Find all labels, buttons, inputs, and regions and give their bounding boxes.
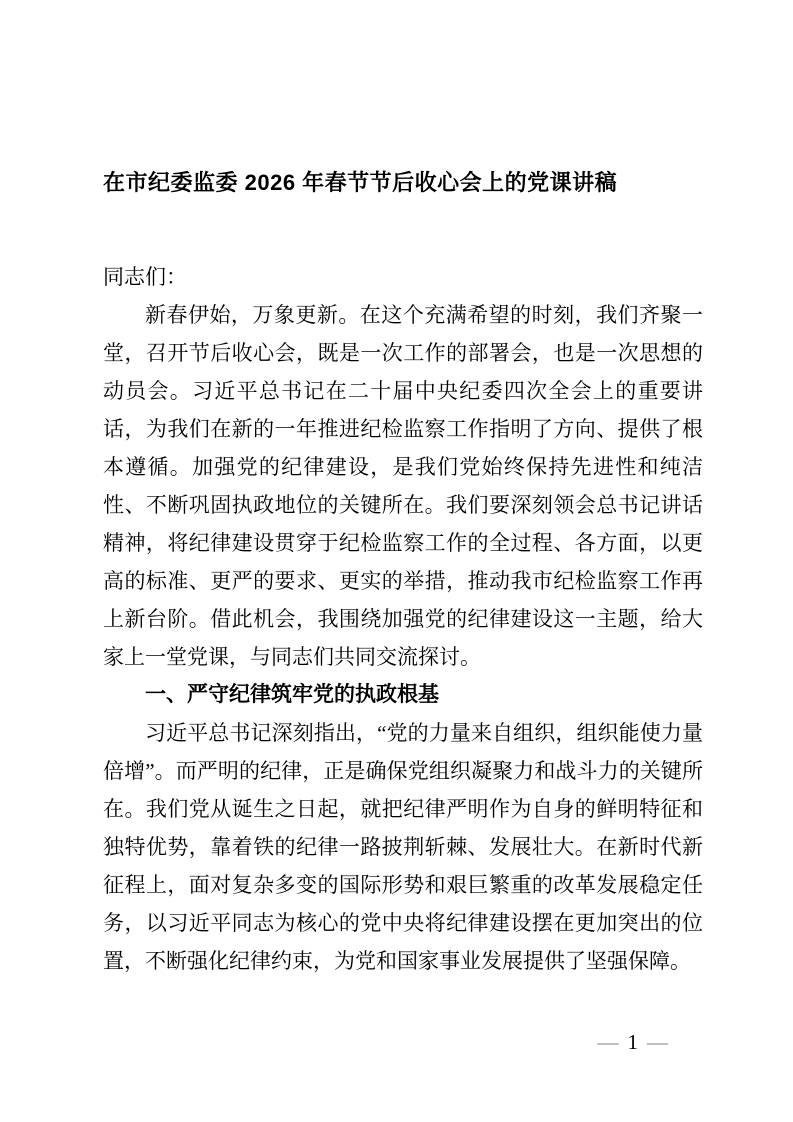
page-number-dash-right: — bbox=[647, 1030, 668, 1054]
document-title: 在市纪委监委 2026 年春节节后收心会上的党课讲稿 bbox=[103, 170, 618, 195]
page-number-dash-left: — bbox=[597, 1030, 619, 1054]
page-number bbox=[598, 1028, 669, 1056]
page-number-value: 1 bbox=[627, 1030, 638, 1054]
paragraph-2: 习近平总书记深刻指出，“党的力量来自组织，组织能使力量倍增”。而严明的纪律，正是确保党组织凝聚力和战斗力的关键所在。我们党从诞生之日起，就把纪律严明作为自身的鲜明特征和独特优势，靠着铁的纪律一路披荆斩棘、发展壮大。在新时代新征程上，面对复杂多变的国际形势和艰巨繁重的改革发展稳定任务，以习近平同志为核心的党中央将纪律建设摆在更加突出的位置，不断强化纪律约束，为党和国家事业发展提供了坚强保障。 bbox=[103, 721, 703, 973]
document-content bbox=[103, 0, 703, 980]
section-heading-1: 一、严守纪律筑牢党的执政根基 bbox=[145, 683, 439, 706]
paragraph-1: 新春伊始，万象更新。在这个充满希望的时刻，我们齐聚一堂，召开节后收心会，既是一次工作的部署会，也是一次思想的动员会。习近平总书记在二十届中央纪委四次全会上的重要讲话，为我们在新的一年推进纪检监察工作指明了方向、提供了根本遵循。加强党的纪律建设，是我们党始终保持先进性和纯洁性、不断巩固执政地位的关键所在。我们要深刻领会总书记讲话精神，将纪律建设贯穿于纪检监察工作的全过程、各方面，以更高的标准、更严的要求、更实的举措，推动我市纪检监察工作再上新台阶。借此机会，我围绕加强党的纪律建设这一主题，给大家上一堂党课，与同志们共同交流探讨。 bbox=[103, 303, 703, 669]
salutation: 同志们： bbox=[103, 265, 187, 289]
